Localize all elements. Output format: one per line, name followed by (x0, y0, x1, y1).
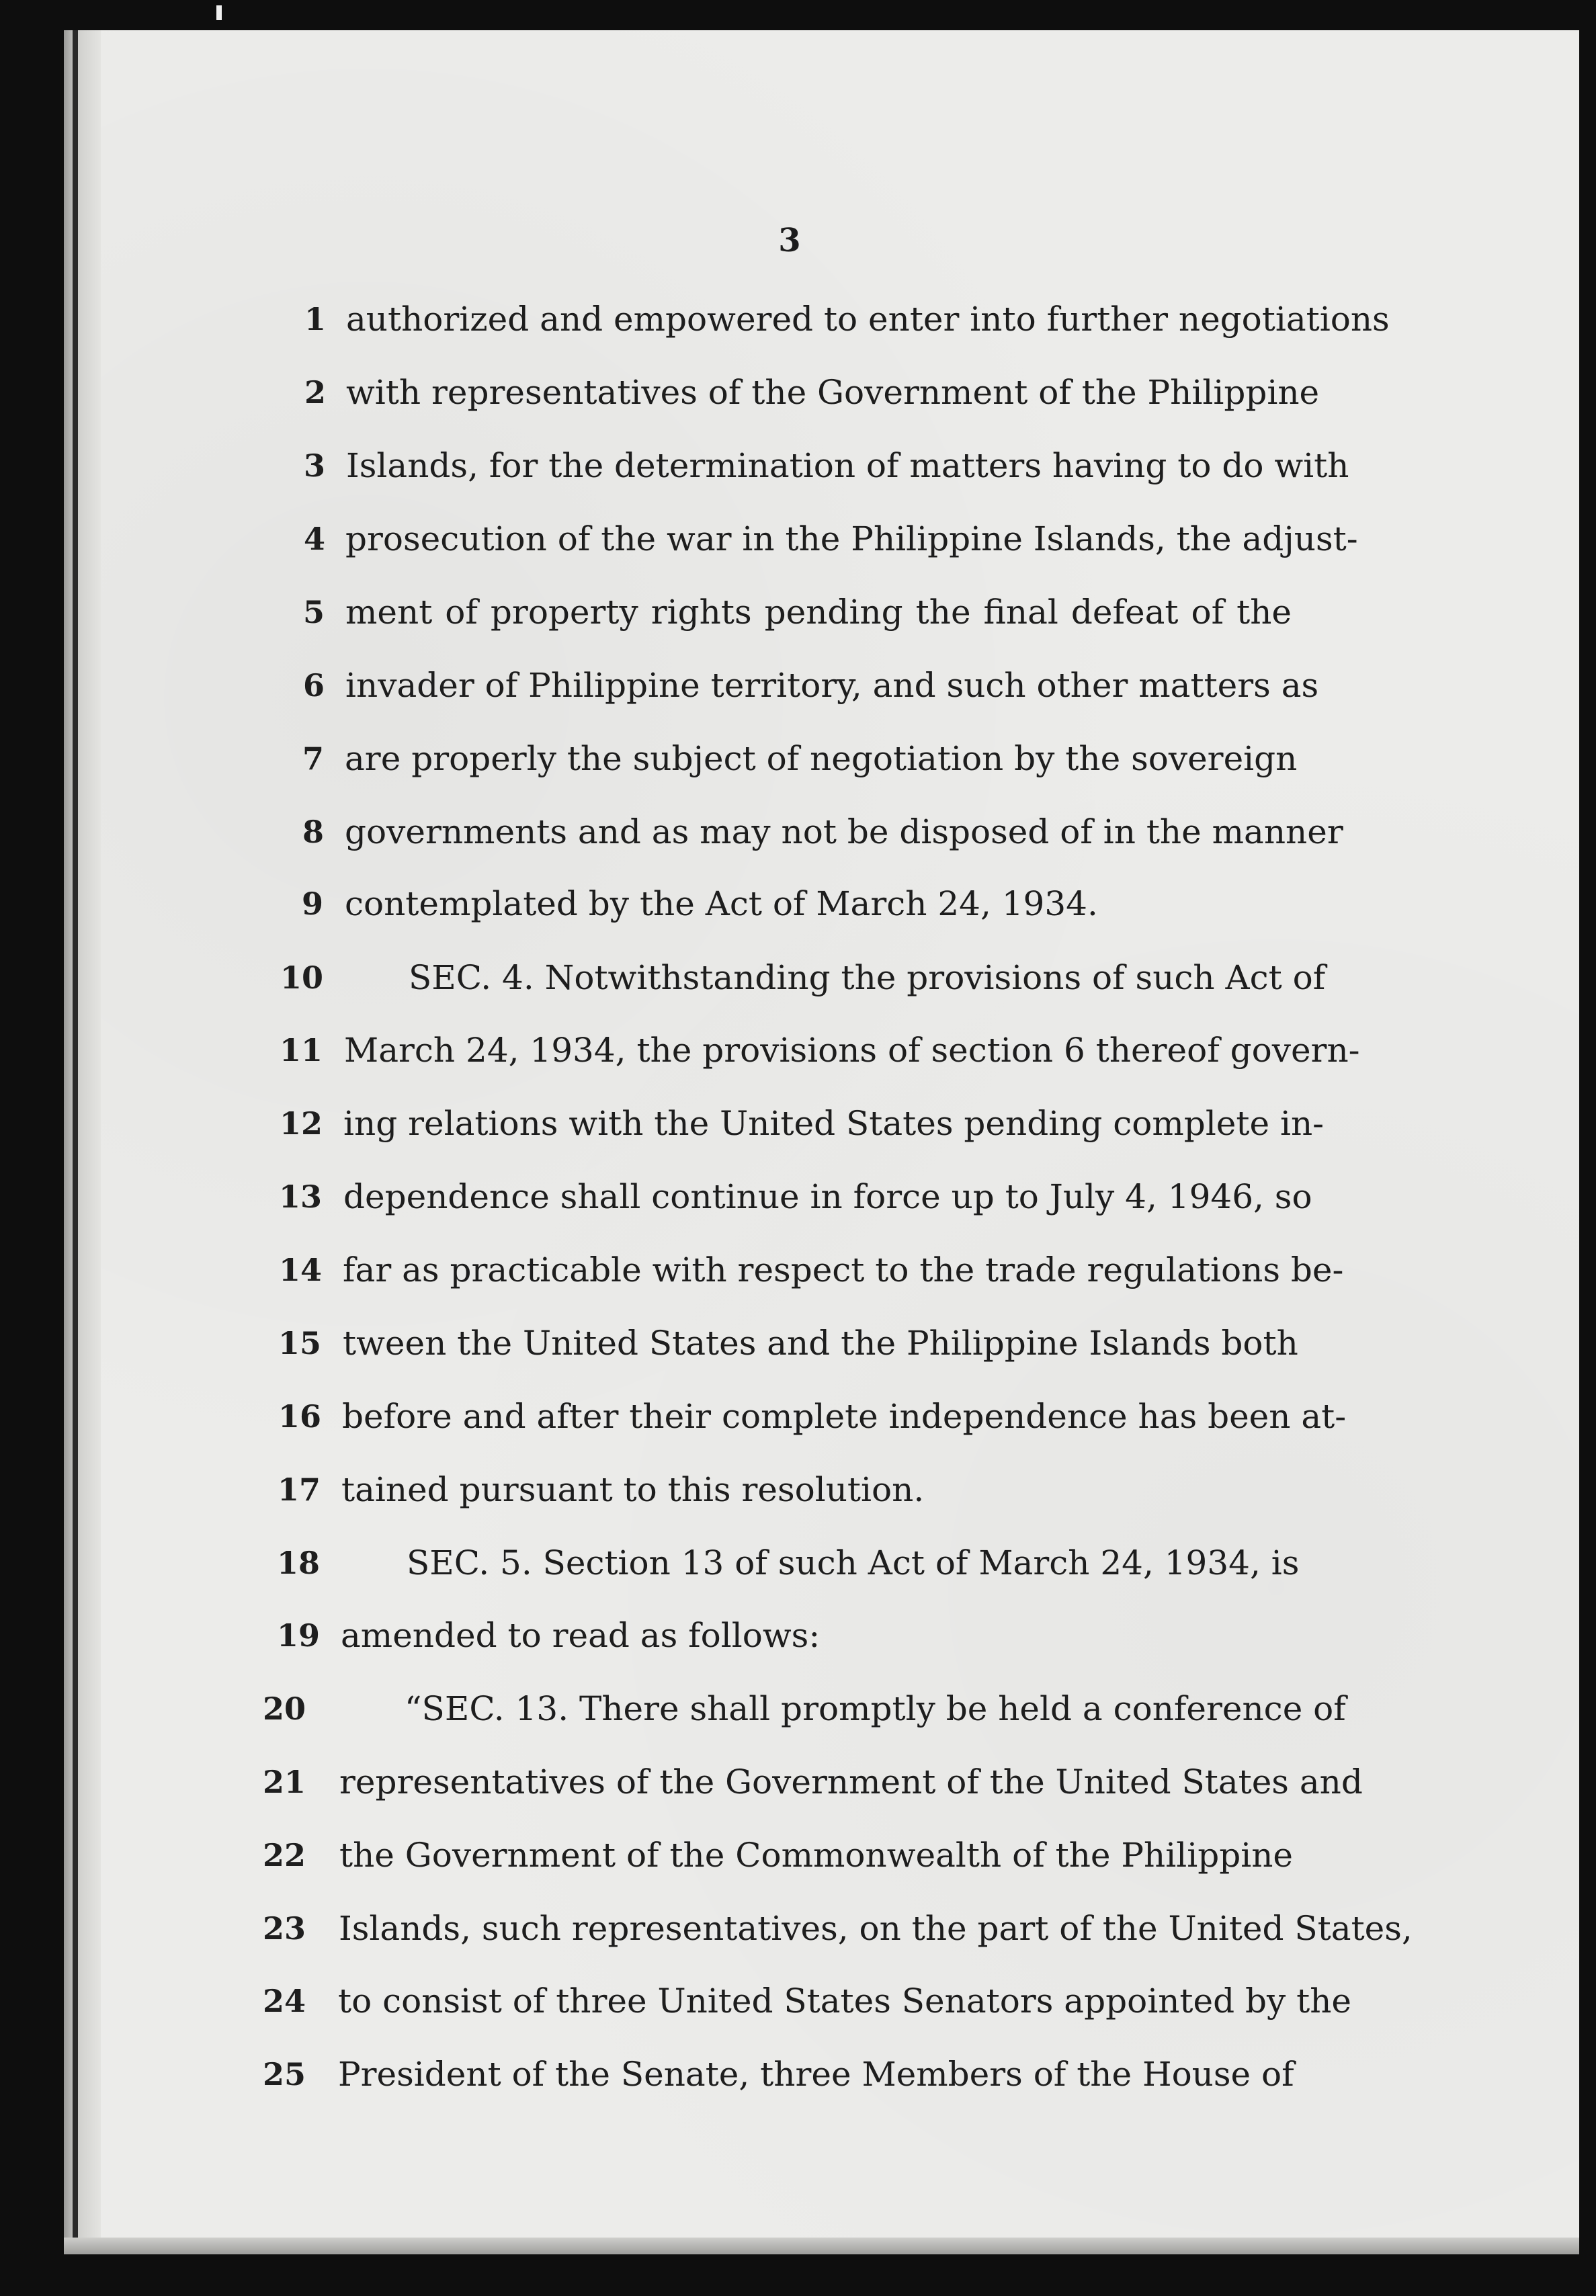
line-number: 2 (304, 374, 326, 411)
line-number: 17 (277, 1472, 321, 1508)
line-text: prosecution of the war in the Philippine Islands, the adjust- (345, 519, 1358, 558)
line-number: 5 (302, 594, 325, 630)
line-number: 4 (303, 521, 325, 557)
line-text: ment of property rights pending the final defeat of the (345, 593, 1292, 632)
line-number: 14 (278, 1252, 322, 1288)
page-number: 3 (778, 222, 801, 259)
line-text: President of the Senate, three Members of the House of (338, 2055, 1294, 2094)
line-number: 8 (302, 814, 324, 850)
line-text: authorized and empowered to enter into further negotiations (346, 300, 1390, 339)
line-number: 9 (301, 886, 323, 922)
line-text: SEC. 4. Notwithstanding the provisions of such Act of (409, 958, 1326, 997)
line-number: 13 (278, 1179, 322, 1215)
line-number: 20 (262, 1691, 306, 1727)
line-text: dependence shall continue in force up to July 4, 1946, so (343, 1177, 1312, 1216)
line-number: 21 (262, 1764, 306, 1800)
line-number: 7 (302, 740, 324, 777)
line-text: amended to read as follows: (341, 1616, 821, 1655)
line-text: the Government of the Commonwealth of the Philippine (339, 1836, 1293, 1875)
line-text: tween the United States and the Philippine Islands both (343, 1324, 1298, 1363)
line-number: 22 (262, 1837, 306, 1873)
line-text: representatives of the Government of the United States and (339, 1762, 1363, 1801)
line-text: tained pursuant to this resolution. (341, 1470, 925, 1509)
line-number: 11 (279, 1032, 323, 1068)
line-text: “SEC. 13. There shall promptly be held a conference of (405, 1689, 1346, 1728)
line-number: 23 (262, 1910, 306, 1947)
line-text: contemplated by the Act of March 24, 1934. (345, 884, 1098, 923)
line-number: 1 (304, 301, 326, 337)
line-number: 25 (262, 2056, 306, 2092)
line-number: 10 (280, 960, 323, 996)
line-text: before and after their complete independence has been at- (342, 1397, 1347, 1436)
line-number: 12 (279, 1105, 323, 1142)
line-number: 15 (278, 1325, 321, 1361)
line-text: far as practicable with respect to the trade regulations be- (343, 1250, 1344, 1289)
line-text: Islands, such representatives, on the part of the United States, (339, 1909, 1413, 1948)
line-text: are properly the subject of negotiation by the sovereign (345, 739, 1298, 778)
line-text: Islands, for the determination of matters having to do with (346, 446, 1349, 485)
line-text: to consist of three United States Senators appointed by the (338, 1982, 1352, 2021)
line-number: 18 (276, 1545, 320, 1581)
line-text: invader of Philippine territory, and such other matters as (345, 666, 1319, 705)
line-number: 6 (302, 667, 325, 704)
line-number: 24 (262, 1983, 306, 2019)
line-text: governments and as may not be disposed of in the manner (345, 812, 1343, 851)
line-number: 16 (278, 1398, 321, 1435)
line-text: SEC. 5. Section 13 of such Act of March 24, 1934, is (407, 1543, 1300, 1582)
line-text: with representatives of the Government of the Philippine (346, 373, 1320, 412)
line-number: 19 (276, 1617, 320, 1654)
line-number: 3 (303, 448, 325, 484)
line-text: March 24, 1934, the provisions of section 6 thereof govern- (344, 1031, 1360, 1070)
line-text: ing relations with the United States pending complete in- (343, 1104, 1325, 1143)
